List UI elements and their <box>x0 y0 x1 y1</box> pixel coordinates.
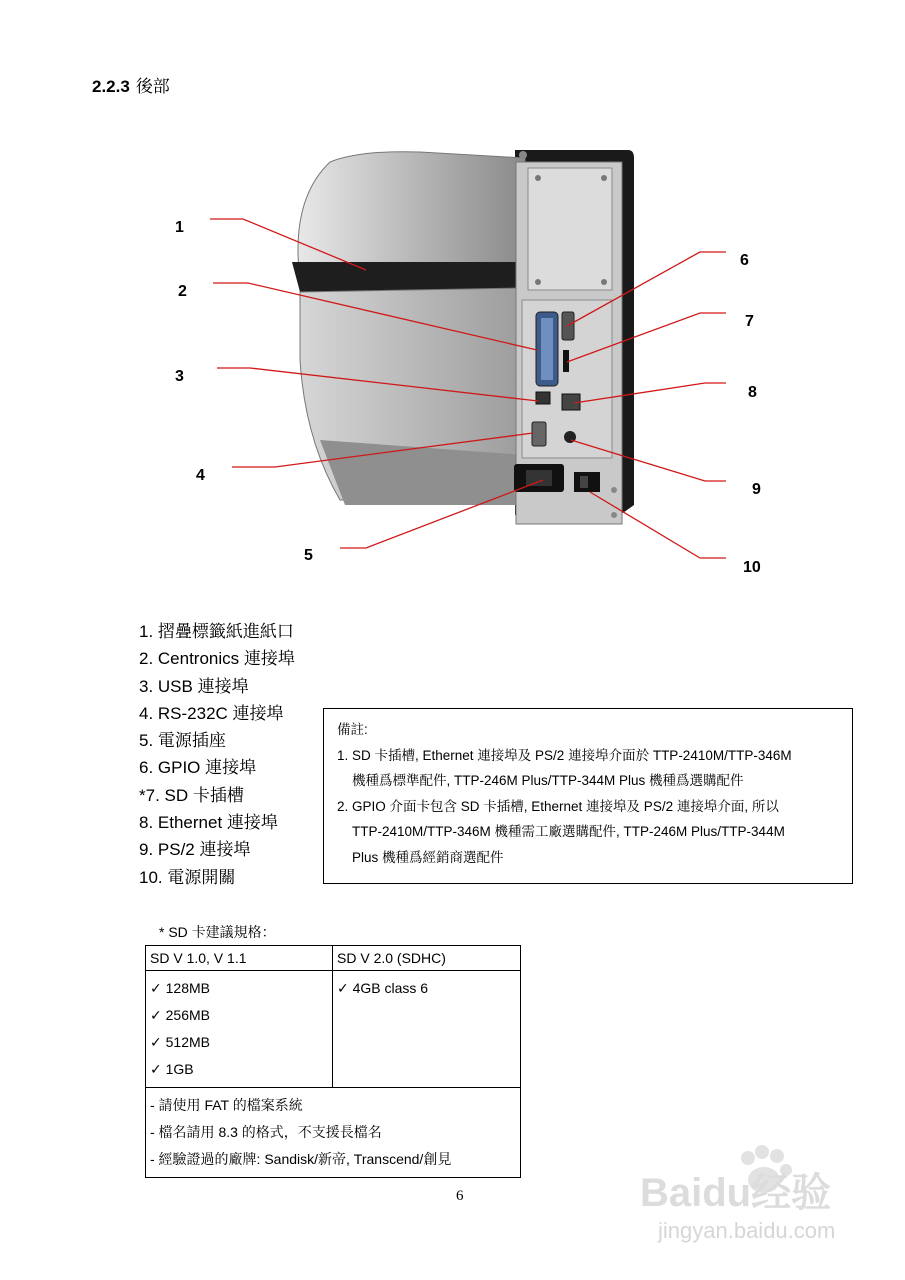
legend-item: 5. 電源插座 <box>139 731 226 751</box>
note-line: 2. GPIO 介面卡包含 SD 卡插槽, Ethernet 連接埠及 PS/2 連接埠介面, 所以 <box>337 798 779 814</box>
notes-title: 備註: <box>337 722 368 737</box>
sd-capacity-item: ✓ 256MB <box>150 1007 210 1023</box>
sd-capacity-item: ✓ 128MB <box>150 980 210 996</box>
legend-item: 9. PS/2 連接埠 <box>139 840 251 860</box>
sd-rule: - 請使用 FAT 的檔案系統 <box>150 1097 303 1113</box>
note-line: TTP-2410M/TTP-346M 機種需工廠選購配件, TTP-246M Plus/TTP-344M <box>352 824 785 839</box>
callout-10: 10 <box>743 559 761 576</box>
legend-item: 2. Centronics 連接埠 <box>139 649 295 669</box>
legend-item: 3. USB 連接埠 <box>139 676 249 696</box>
legend-item: 4. RS-232C 連接埠 <box>139 703 284 723</box>
sd-rule: - 檔名請用 8.3 的格式，不支援長檔名 <box>150 1124 382 1140</box>
watermark-brand: Baidu经验 <box>640 1171 832 1215</box>
usb-port <box>536 392 550 404</box>
callout-6: 6 <box>740 252 749 269</box>
callout-9: 9 <box>752 481 761 498</box>
callout-1: 1 <box>175 219 184 236</box>
baidu-watermark <box>640 1140 880 1250</box>
sd-rule: - 經驗證過的廠牌: Sandisk/新帝, Transcend/創見 <box>150 1151 452 1167</box>
port-legend <box>139 618 295 891</box>
page-number: 6 <box>456 1188 464 1204</box>
callout-8: 8 <box>748 384 757 401</box>
legend-item: 10. 電源開關 <box>139 867 236 887</box>
sd-header-v1: SD V 1.0, V 1.1 <box>146 946 333 971</box>
sd-spec-label: * SD 卡建議規格： <box>159 924 276 940</box>
blank-plate <box>528 168 612 290</box>
legend-item: 8. Ethernet 連接埠 <box>139 813 278 833</box>
sd-capacity-item: ✓ 512MB <box>150 1034 210 1050</box>
sd-rules <box>146 1088 521 1178</box>
sd-capacity-item: ✓ 1GB <box>150 1061 194 1077</box>
callout-3: 3 <box>175 368 184 385</box>
section-number: 2.2.3 <box>92 77 130 96</box>
note-line: 機種爲標準配件, TTP-246M Plus/TTP-344M Plus 機種爲選購配件 <box>352 773 744 788</box>
printer-rear-illustration <box>0 0 905 600</box>
paper-slot <box>292 262 520 292</box>
sd-spec-table <box>145 945 521 1178</box>
callout-7: 7 <box>745 313 754 330</box>
watermark-url: jingyan.baidu.com <box>658 1218 836 1243</box>
sd-header-v2: SD V 2.0 (SDHC) <box>333 946 521 971</box>
sd-v2-list <box>333 971 521 1088</box>
legend-item: 1. 摺疊標籤紙進紙口 <box>139 622 294 641</box>
note-line: Plus 機種爲經銷商選配件 <box>352 849 504 865</box>
callout-4: 4 <box>196 467 205 484</box>
section-title: 後部 <box>135 77 170 96</box>
callout-2: 2 <box>178 283 187 300</box>
notes-box <box>323 708 853 884</box>
sd-capacity-item: ✓ 4GB class 6 <box>337 980 429 996</box>
legend-item: *7. SD 卡插槽 <box>139 785 244 805</box>
legend-item: 6. GPIO 連接埠 <box>139 758 257 778</box>
note-line: 1. SD 卡插槽, Ethernet 連接埠及 PS/2 連接埠介面於 TTP-2410M/TTP-346M <box>337 747 792 763</box>
sd-v1-list <box>146 971 333 1088</box>
rs232-port <box>532 422 546 446</box>
callout-5: 5 <box>304 547 313 564</box>
